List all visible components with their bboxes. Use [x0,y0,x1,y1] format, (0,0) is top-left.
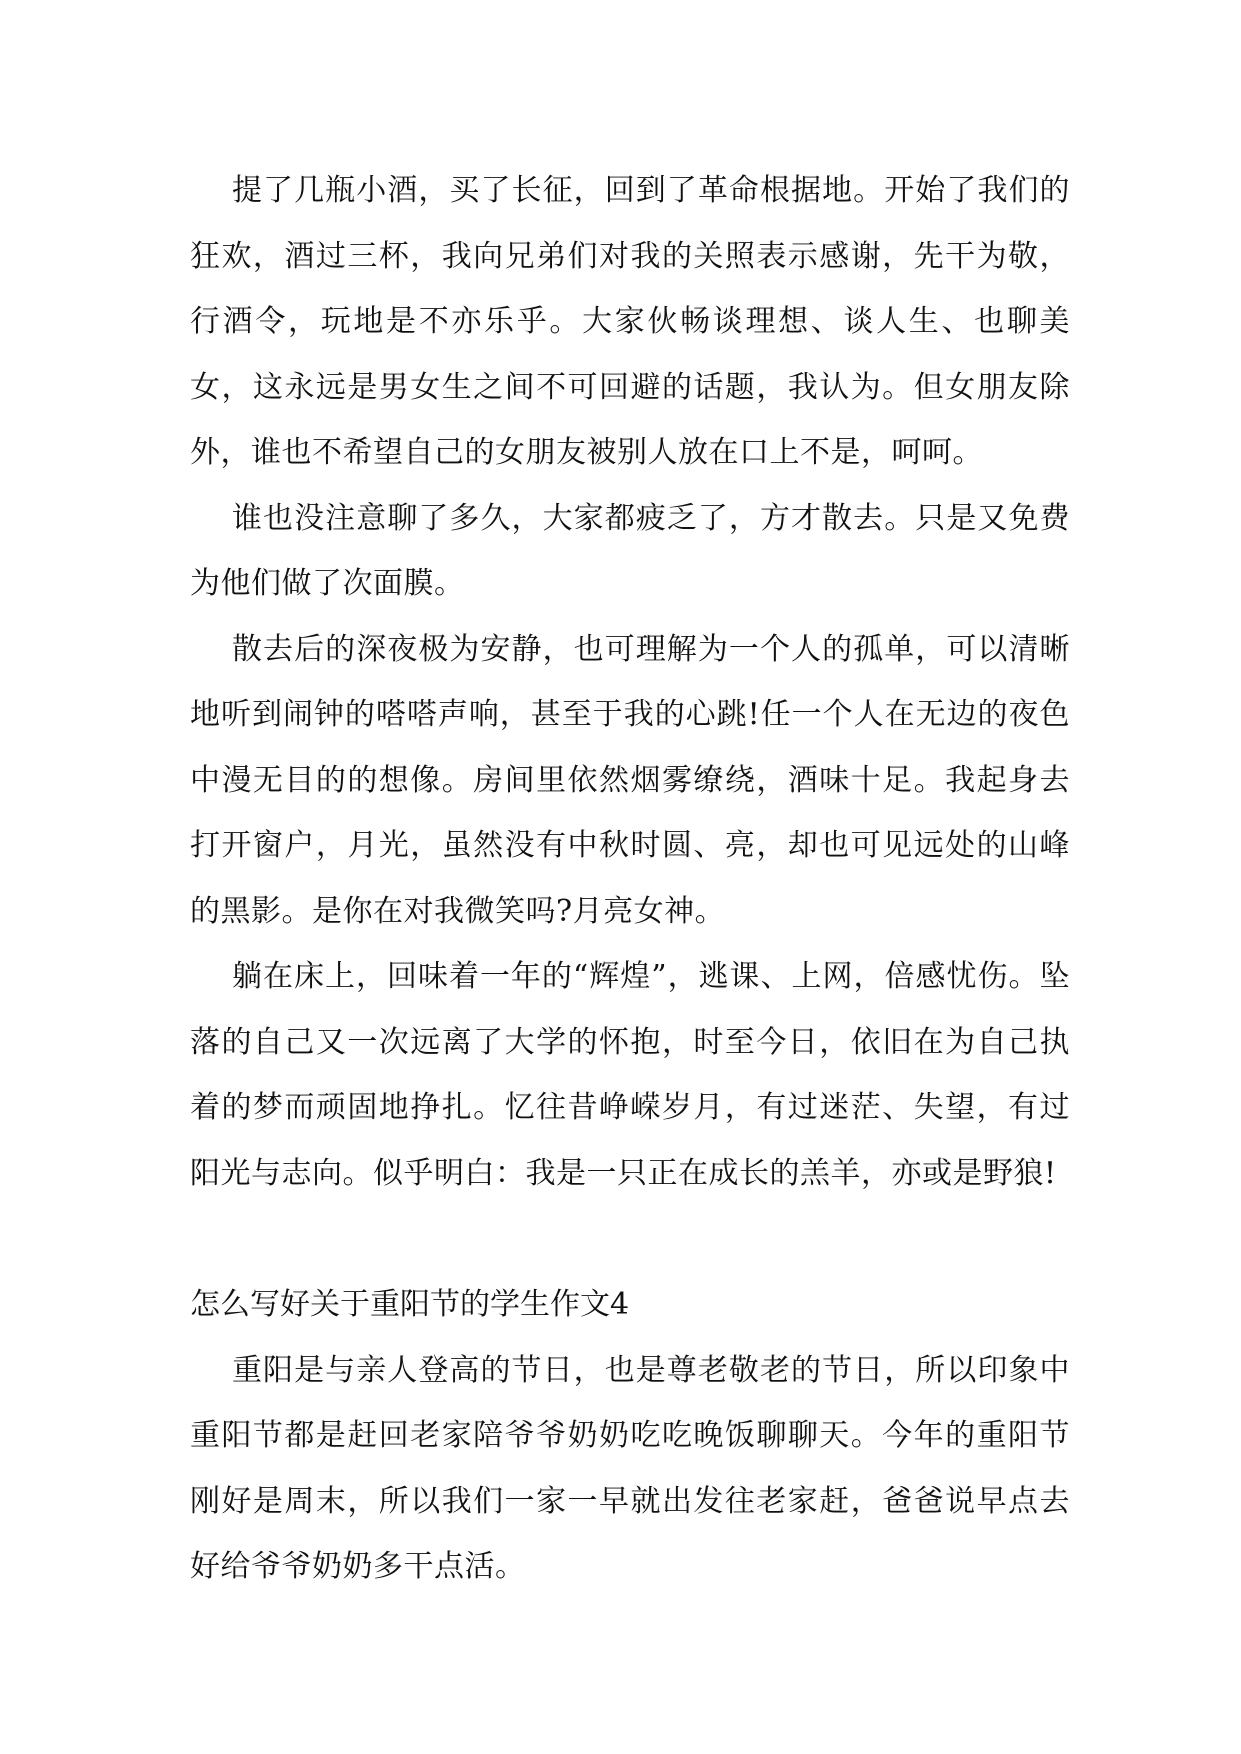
paragraph: 散去后的深夜极为安静，也可理解为一个人的孤单，可以清晰地听到闹钟的嗒嗒声响，甚至于我的心跳!任一个人在无边的夜色中漫无目的的想像。房间里依然烟雾缭绕，酒味十足。我起身去打开窗户，月光，虽然没有中秋时圆、亮，却也可见远处的山峰的黑影。是你在对我微笑吗?月亮女神。 [190,631,1070,929]
section-heading: 怎么写好关于重阳节的学生作文4 [190,1287,630,1322]
paragraph: 谁也没注意聊了多久，大家都疲乏了，方才散去。只是又免费为他们做了次面膜。 [190,500,1070,601]
document-body [190,158,1070,1600]
paragraph: 提了几瓶小酒，买了长征，回到了革命根据地。开始了我们的狂欢，酒过三杯，我向兄弟们对我的关照表示感谢，先干为敬，行酒令，玩地是不亦乐乎。大家伙畅谈理想、谈人生、也聊美女，这永远是男女生之间不可回避的话题，我认为。但女朋友除外，谁也不希望自己的女朋友被别人放在口上不是，呵呵。 [190,173,1070,470]
paragraph: 躺在床上，回味着一年的“辉煌”，逃课、上网，倍感忧伤。坠落的自己又一次远离了大学的怀抱，时至今日，依旧在为自己执着的梦而顽固地挣扎。忆往昔峥嵘岁月，有过迷茫、失望，有过阳光与志向。似乎明白：我是一只正在成长的羔羊，亦或是野狼! [190,959,1070,1191]
paragraph: 重阳是与亲人登高的节日，也是尊老敬老的节日，所以印象中重阳节都是赶回老家陪爷爷奶奶吃吃晚饭聊聊天。今年的重阳节刚好是周末，所以我们一家一早就出发往老家赶，爸爸说早点去好给爷爷奶奶多干点活。 [190,1352,1070,1584]
